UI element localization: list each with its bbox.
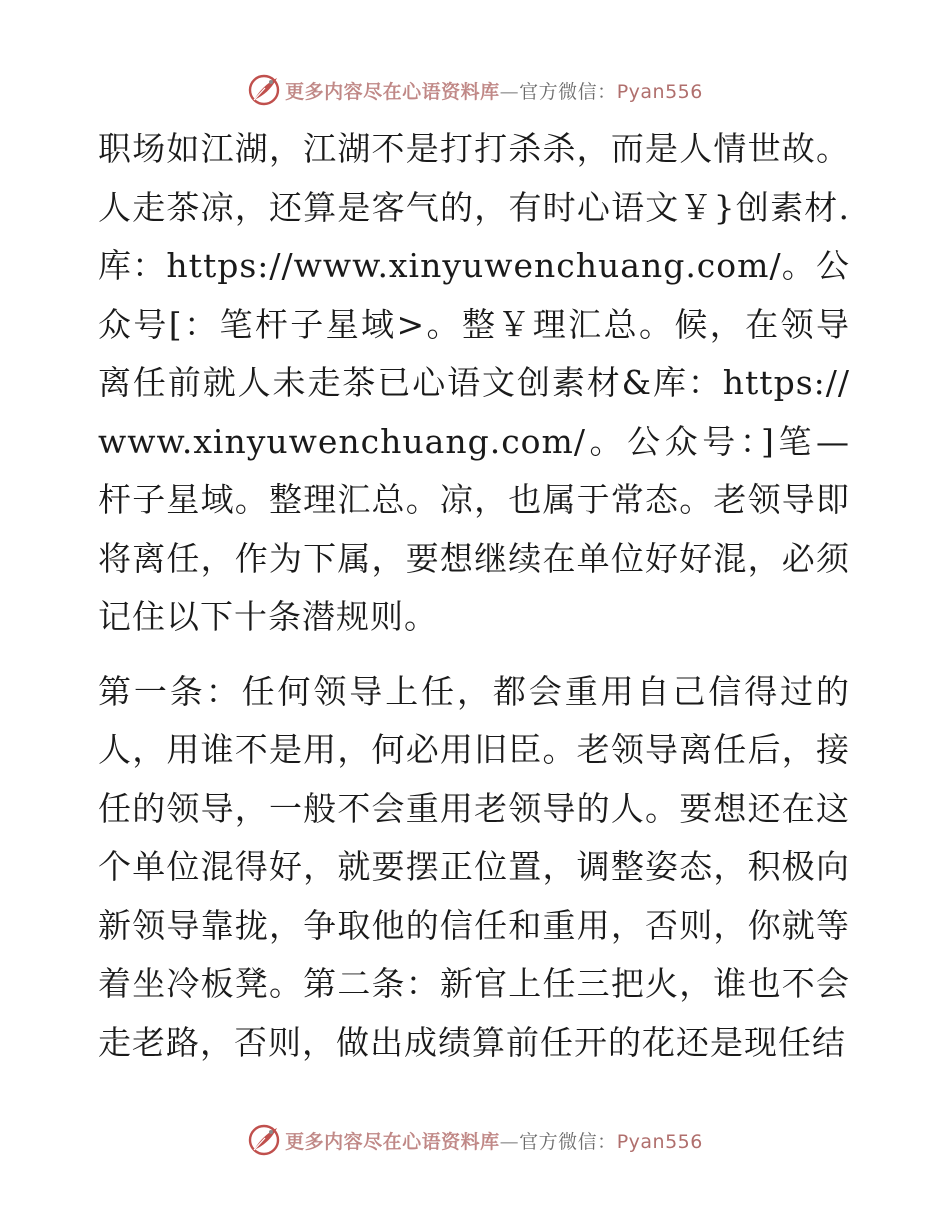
footer-watermark (0, 1120, 950, 1160)
footer-contact-id: Pyan556 (616, 1130, 703, 1153)
footer-brand-text: 更多内容尽在心语资料库 (285, 1130, 500, 1153)
footer-separator: — (499, 1130, 520, 1153)
feather-quill-logo-icon (247, 1123, 281, 1157)
header-brand-text: 更多内容尽在心语资料库 (285, 80, 500, 103)
paragraph-intro: 职场如江湖，江湖不是打打杀杀，而是人情世故。人走茶凉，还算是客气的，有时心语文￥}创素材.库：https://www.xinyuwenchuang.com/。公众号[：笔杆子星域>。整￥理汇总。候，在领导离任前就人未走茶已心语文创素材&库：https://www.xinyuwenchuang.com/。公众号：]笔—杆子星域。整理汇总。凉，也属于常态。老领导即将离任，作为下属，要想继续在单位好好混，必须记住以下十条潜规则。 (98, 129, 850, 636)
header-watermark-text (285, 77, 703, 104)
header-separator: — (499, 80, 520, 103)
feather-quill-logo-icon (247, 73, 281, 107)
footer-contact-label: 官方微信： (519, 1130, 617, 1153)
footer-watermark-text (285, 1127, 703, 1154)
document-body (98, 120, 850, 1072)
header-watermark (0, 70, 950, 110)
header-contact-label: 官方微信： (519, 80, 617, 103)
header-contact-id: Pyan556 (616, 80, 703, 103)
paragraph-rules: 第一条：任何领导上任，都会重用自己信得过的人，用谁不是用，何必用旧臣。老领导离任后，接任的领导，一般不会重用老领导的人。要想还在这个单位混得好，就要摆正位置，调整姿态，积极向新领导靠拢，争取他的信任和重用，否则，你就等着坐冷板凳。第二条：新官上任三把火，谁也不会走老路，否则，做出成绩算前任开的花还是现任结 (98, 671, 850, 1062)
